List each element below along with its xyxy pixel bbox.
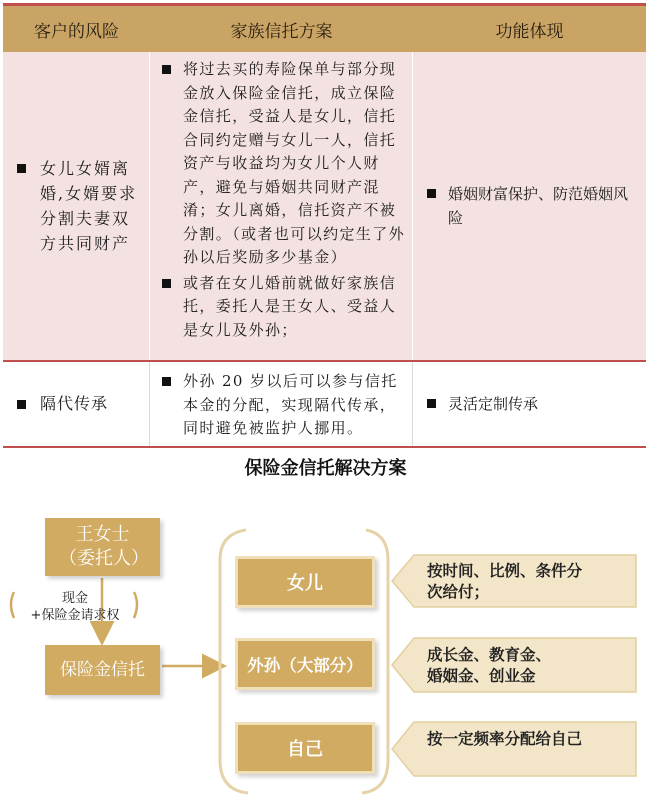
distribution-text-2: 成长金、教育金、婚姻金、创业金 <box>427 646 552 685</box>
header-risk: 客户的风险 <box>34 21 119 42</box>
solution-text: 或者在女儿婚前就做好家族信托，委托人是王女人、受益人是女儿及外孙； <box>183 273 397 339</box>
distribution-text-3: 按一定频率分配给自己 <box>427 730 583 748</box>
function-text: 灵活定制传承 <box>448 395 539 413</box>
function-text: 婚姻财富保护、防范婚姻风险 <box>448 185 629 227</box>
client-box: 王女士（委托人） <box>45 518 160 576</box>
risk-text: 女儿女婿离婚,女婿要求分割夫妻双方共同财产 <box>40 159 138 253</box>
label-bracket-right <box>134 592 137 618</box>
beneficiary-grandson: 外孙（大部分） <box>235 638 375 690</box>
diagram-title: 保险金信托解决方案 <box>244 458 407 479</box>
risk-text: 隔代传承 <box>40 394 109 413</box>
beneficiary-daughter: 女儿 <box>235 556 375 608</box>
beneficiary-self: 自己 <box>235 722 375 774</box>
arrow-label: 现金 +保险金请求权 <box>30 591 120 623</box>
trust-box: 保险金信托 <box>45 645 160 695</box>
distribution-text-1: 按时间、比例、条件分次给付； <box>427 562 583 601</box>
solution-text: 将过去买的寿险保单与部分现金放入保险金信托，成立保险金信托，受益人是女儿，信托合同约定赠与女儿一人，信托资产与收益均为女儿个人财产，避免与婚姻共同财产混淆；女儿离婚，信托资产不被分割。（或者也可以约定生了外孙以后奖励多少基金） <box>183 60 406 266</box>
label-bracket-left <box>11 592 14 618</box>
header-solution: 家族信托方案 <box>230 21 333 42</box>
header-function: 功能体现 <box>495 21 564 42</box>
solution-text: 外孙 20 岁以后可以参与信托本金的分配，实现隔代传承，同时避免被监护人挪用。 <box>183 372 398 437</box>
